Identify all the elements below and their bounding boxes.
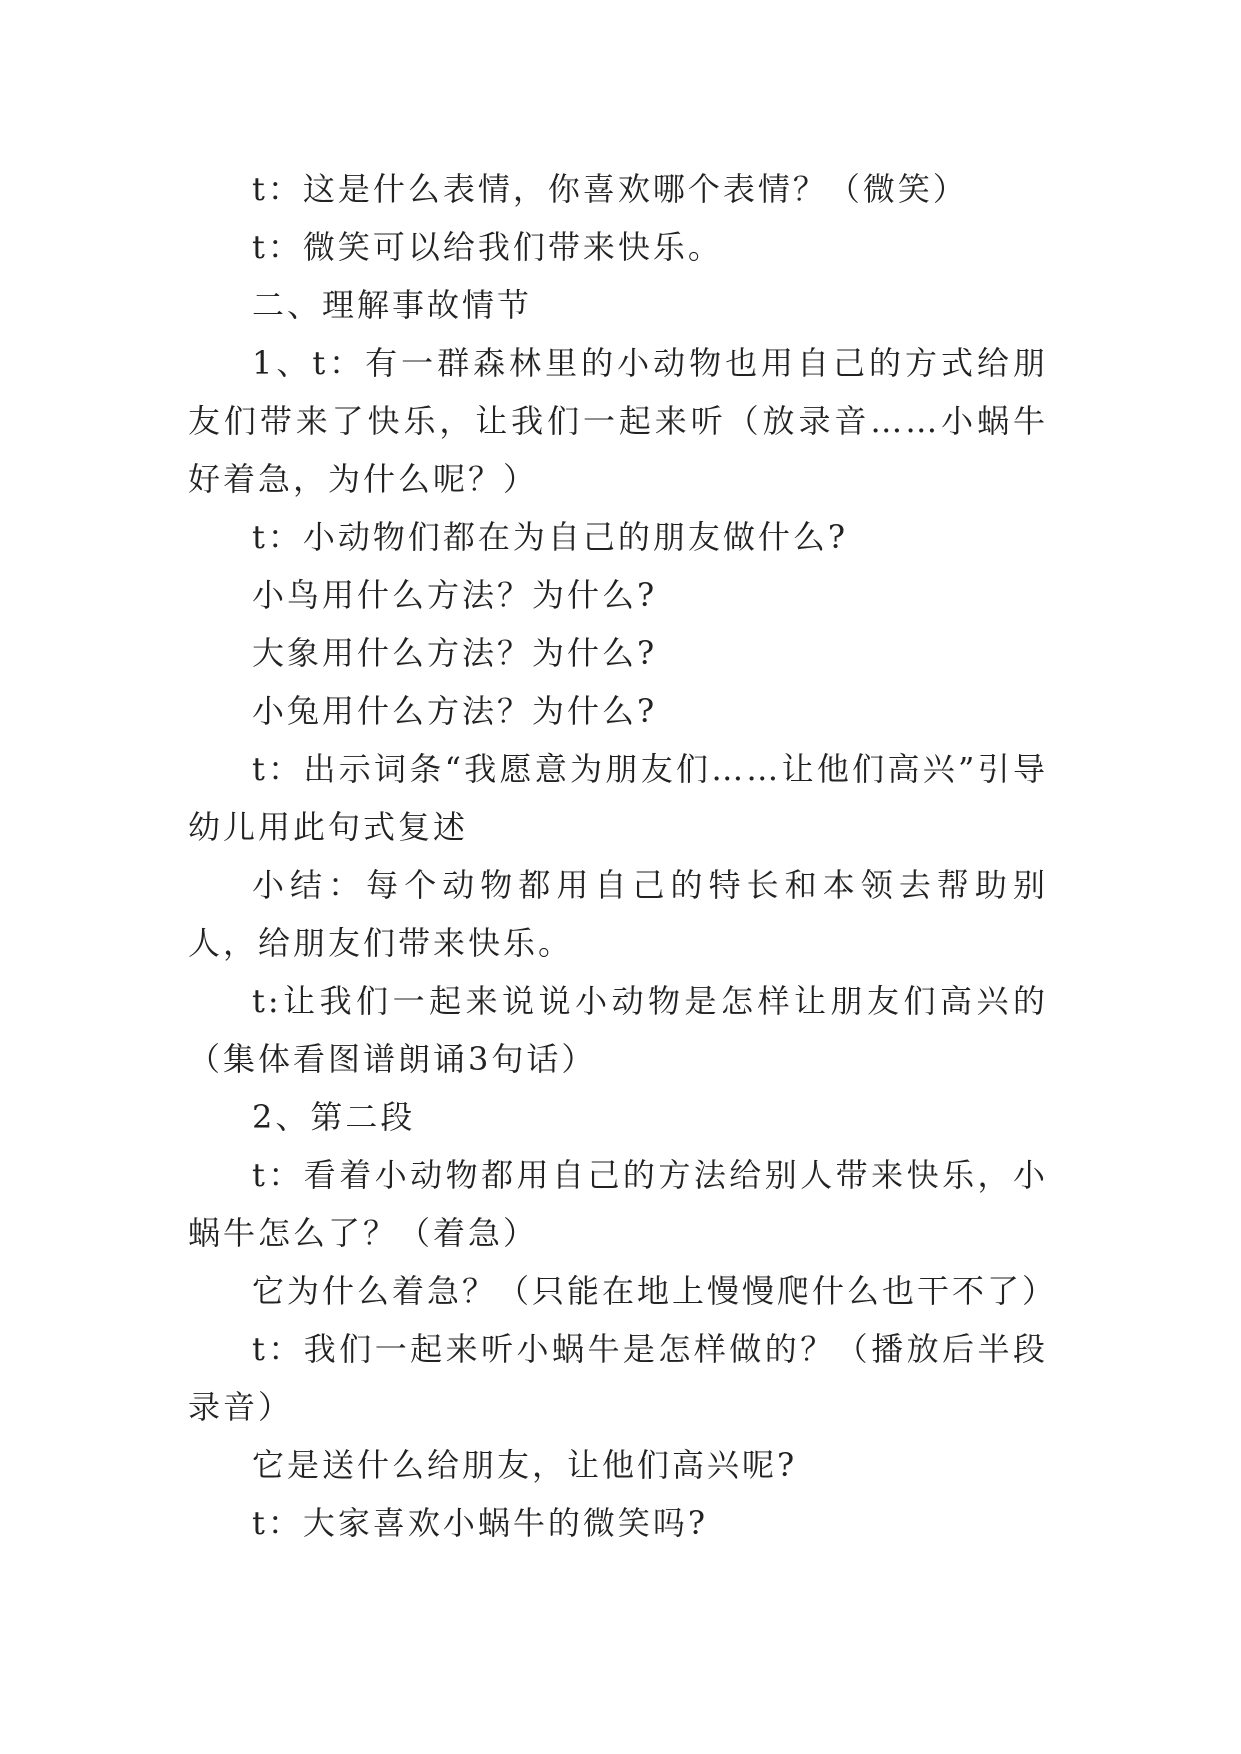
paragraph: t：这是什么表情，你喜欢哪个表情？（微笑） bbox=[252, 170, 968, 208]
paragraph: 小兔用什么方法？为什么? bbox=[252, 692, 658, 730]
paragraph: t：看着小动物都用自己的方法给别人带来快乐，小蜗牛怎么了？（着急） bbox=[188, 1156, 1048, 1252]
paragraph: t:让我们一起来说说小动物是怎样让朋友们高兴的（集体看图谱朗诵3句话） bbox=[188, 982, 1048, 1078]
summary-paragraph: 小结：每个动物都用自己的特长和本领去帮助别人，给朋友们带来快乐。 bbox=[188, 866, 1048, 962]
paragraph: t：大家喜欢小蜗牛的微笑吗? bbox=[252, 1504, 709, 1542]
paragraph: t：出示词条“我愿意为朋友们……让他们高兴”引导幼儿用此句式复述 bbox=[188, 750, 1048, 846]
paragraph: t：小动物们都在为自己的朋友做什么? bbox=[252, 518, 849, 556]
section-heading: 2、第二段 bbox=[252, 1098, 416, 1136]
document-body bbox=[188, 160, 1058, 1552]
paragraph: 大象用什么方法？为什么? bbox=[252, 634, 658, 672]
paragraph: 它是送什么给朋友，让他们高兴呢? bbox=[252, 1446, 798, 1484]
paragraph: t：我们一起来听小蜗牛是怎样做的？（播放后半段录音） bbox=[188, 1330, 1048, 1426]
section-heading: 二、理解事故情节 bbox=[252, 286, 533, 324]
paragraph: 小鸟用什么方法？为什么? bbox=[252, 576, 658, 614]
paragraph: t：微笑可以给我们带来快乐。 bbox=[252, 228, 723, 266]
paragraph: 1、t：有一群森林里的小动物也用自己的方式给朋友们带来了快乐，让我们一起来听（放录音……小蜗牛好着急，为什么呢？） bbox=[188, 344, 1048, 498]
paragraph: 它为什么着急？（只能在地上慢慢爬什么也干不了） bbox=[252, 1272, 1058, 1310]
